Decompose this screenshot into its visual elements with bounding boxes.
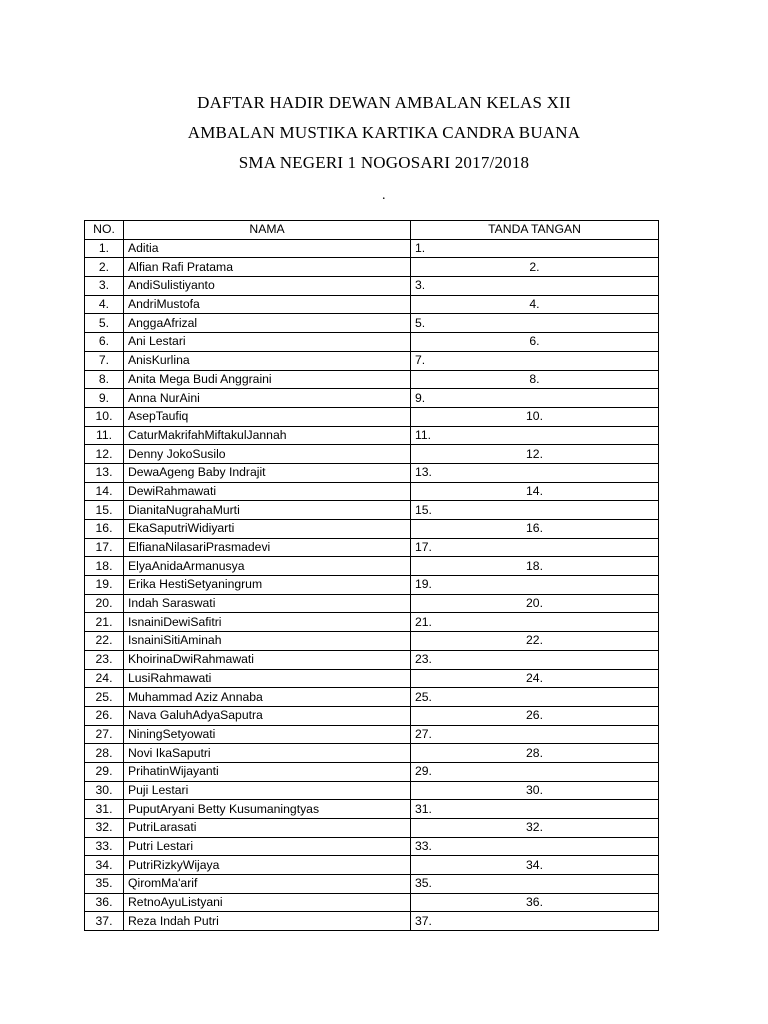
row-signature: 23. [411, 650, 659, 669]
row-signature: 1. [411, 239, 659, 258]
row-signature: 17. [411, 538, 659, 557]
row-name: DewiRahmawati [124, 482, 411, 501]
row-name: Anita Mega Budi Anggraini [124, 370, 411, 389]
table-row [85, 463, 659, 482]
row-signature: 16. [411, 520, 659, 539]
row-signature: 3. [411, 277, 659, 296]
row-signature: 6. [411, 333, 659, 352]
row-number: 6. [85, 333, 124, 352]
row-name: PuputAryani Betty Kusumaningtyas [124, 800, 411, 819]
attendance-table [84, 220, 659, 931]
row-signature: 15. [411, 501, 659, 520]
row-name: CaturMakrifahMiftakulJannah [124, 426, 411, 445]
table-body [85, 239, 659, 930]
row-name: ElyaAnidaArmanusya [124, 557, 411, 576]
row-name: QiromMa'arif [124, 875, 411, 894]
row-signature: 34. [411, 856, 659, 875]
row-number: 21. [85, 613, 124, 632]
row-signature: 21. [411, 613, 659, 632]
row-number: 27. [85, 725, 124, 744]
row-number: 8. [85, 370, 124, 389]
table-row [85, 837, 659, 856]
table-row [85, 875, 659, 894]
row-number: 37. [85, 912, 124, 931]
row-number: 28. [85, 744, 124, 763]
table-row [85, 445, 659, 464]
table-row [85, 520, 659, 539]
row-signature: 2. [411, 258, 659, 277]
row-name: AnisKurlina [124, 351, 411, 370]
document-title [0, 88, 768, 178]
row-number: 3. [85, 277, 124, 296]
row-signature: 14. [411, 482, 659, 501]
row-signature: 31. [411, 800, 659, 819]
row-number: 33. [85, 837, 124, 856]
row-number: 31. [85, 800, 124, 819]
row-signature: 28. [411, 744, 659, 763]
row-number: 9. [85, 389, 124, 408]
row-number: 30. [85, 781, 124, 800]
table-row [85, 389, 659, 408]
table-header-row [85, 221, 659, 240]
row-number: 32. [85, 819, 124, 838]
row-number: 29. [85, 762, 124, 781]
row-name: DewaAgeng Baby Indrajit [124, 463, 411, 482]
table-row [85, 295, 659, 314]
row-name: Reza Indah Putri [124, 912, 411, 931]
row-number: 19. [85, 576, 124, 595]
row-signature: 32. [411, 819, 659, 838]
row-number: 34. [85, 856, 124, 875]
table-row [85, 557, 659, 576]
row-name: AndriMustofa [124, 295, 411, 314]
title-line-1: DAFTAR HADIR DEWAN AMBALAN KELAS XII [197, 93, 571, 112]
table-row [85, 314, 659, 333]
table-row [85, 501, 659, 520]
table-row [85, 819, 659, 838]
row-signature: 27. [411, 725, 659, 744]
row-number: 22. [85, 632, 124, 651]
row-name: NiningSetyowati [124, 725, 411, 744]
row-number: 18. [85, 557, 124, 576]
row-name: ElfianaNilasariPrasmadevi [124, 538, 411, 557]
row-signature: 4. [411, 295, 659, 314]
row-signature: 37. [411, 912, 659, 931]
row-name: Ani Lestari [124, 333, 411, 352]
row-signature: 19. [411, 576, 659, 595]
header-signature: TANDA TANGAN [411, 221, 659, 240]
row-signature: 22. [411, 632, 659, 651]
table-row [85, 333, 659, 352]
table-row [85, 351, 659, 370]
row-name: Erika HestiSetyaningrum [124, 576, 411, 595]
row-name: RetnoAyuListyani [124, 893, 411, 912]
row-name: Puji Lestari [124, 781, 411, 800]
table-row [85, 370, 659, 389]
row-number: 4. [85, 295, 124, 314]
row-number: 25. [85, 688, 124, 707]
table-row [85, 576, 659, 595]
table-row [85, 762, 659, 781]
row-name: Alfian Rafi Pratama [124, 258, 411, 277]
row-name: Novi IkaSaputri [124, 744, 411, 763]
table-row [85, 538, 659, 557]
row-number: 7. [85, 351, 124, 370]
row-name: PrihatinWijayanti [124, 762, 411, 781]
row-signature: 29. [411, 762, 659, 781]
row-name: PutriLarasati [124, 819, 411, 838]
title-line-2: AMBALAN MUSTIKA KARTIKA CANDRA BUANA [187, 123, 581, 142]
header-name: NAMA [124, 221, 411, 240]
table-row [85, 893, 659, 912]
row-name: Indah Saraswati [124, 594, 411, 613]
row-name: EkaSaputriWidiyarti [124, 520, 411, 539]
row-signature: 30. [411, 781, 659, 800]
table-row [85, 239, 659, 258]
table-row [85, 482, 659, 501]
table-row [85, 688, 659, 707]
row-number: 5. [85, 314, 124, 333]
row-number: 17. [85, 538, 124, 557]
table-row [85, 781, 659, 800]
row-signature: 7. [411, 351, 659, 370]
table-row [85, 800, 659, 819]
row-name: Denny JokoSusilo [124, 445, 411, 464]
row-name: Putri Lestari [124, 837, 411, 856]
table-row [85, 277, 659, 296]
row-signature: 10. [411, 407, 659, 426]
table-row [85, 613, 659, 632]
row-number: 15. [85, 501, 124, 520]
row-number: 36. [85, 893, 124, 912]
row-signature: 12. [411, 445, 659, 464]
row-name: Nava GaluhAdyaSaputra [124, 706, 411, 725]
row-number: 24. [85, 669, 124, 688]
table-row [85, 258, 659, 277]
row-name: IsnainiDewiSafitri [124, 613, 411, 632]
row-name: AnggaAfrizal [124, 314, 411, 333]
row-number: 23. [85, 650, 124, 669]
table-row [85, 744, 659, 763]
row-name: DianitaNugrahaMurti [124, 501, 411, 520]
row-name: Anna NurAini [124, 389, 411, 408]
table-row [85, 706, 659, 725]
row-signature: 36. [411, 893, 659, 912]
row-number: 35. [85, 875, 124, 894]
table-row [85, 725, 659, 744]
row-number: 13. [85, 463, 124, 482]
table-row [85, 407, 659, 426]
table-row [85, 912, 659, 931]
table-row [85, 632, 659, 651]
row-signature: 24. [411, 669, 659, 688]
row-name: LusiRahmawati [124, 669, 411, 688]
row-signature: 26. [411, 706, 659, 725]
row-signature: 5. [411, 314, 659, 333]
row-name: Muhammad Aziz Annaba [124, 688, 411, 707]
row-name: IsnainiSitiAminah [124, 632, 411, 651]
row-signature: 35. [411, 875, 659, 894]
table-row [85, 856, 659, 875]
row-number: 20. [85, 594, 124, 613]
row-signature: 8. [411, 370, 659, 389]
row-signature: 9. [411, 389, 659, 408]
row-number: 10. [85, 407, 124, 426]
table-row [85, 669, 659, 688]
table-row [85, 426, 659, 445]
row-name: KhoirinaDwiRahmawati [124, 650, 411, 669]
row-signature: 13. [411, 463, 659, 482]
row-number: 1. [85, 239, 124, 258]
row-signature: 25. [411, 688, 659, 707]
table-row [85, 650, 659, 669]
title-line-3: SMA NEGERI 1 NOGOSARI 2017/2018 [238, 153, 530, 172]
row-name: PutriRizkyWijaya [124, 856, 411, 875]
row-signature: 11. [411, 426, 659, 445]
row-signature: 20. [411, 594, 659, 613]
row-number: 2. [85, 258, 124, 277]
separator-dot: . [382, 188, 386, 203]
row-number: 26. [85, 706, 124, 725]
row-signature: 33. [411, 837, 659, 856]
header-no: NO. [85, 221, 124, 240]
row-number: 11. [85, 426, 124, 445]
row-number: 12. [85, 445, 124, 464]
row-name: Aditia [124, 239, 411, 258]
row-name: AndiSulistiyanto [124, 277, 411, 296]
table-row [85, 594, 659, 613]
row-number: 14. [85, 482, 124, 501]
row-name: AsepTaufiq [124, 407, 411, 426]
row-number: 16. [85, 520, 124, 539]
row-signature: 18. [411, 557, 659, 576]
